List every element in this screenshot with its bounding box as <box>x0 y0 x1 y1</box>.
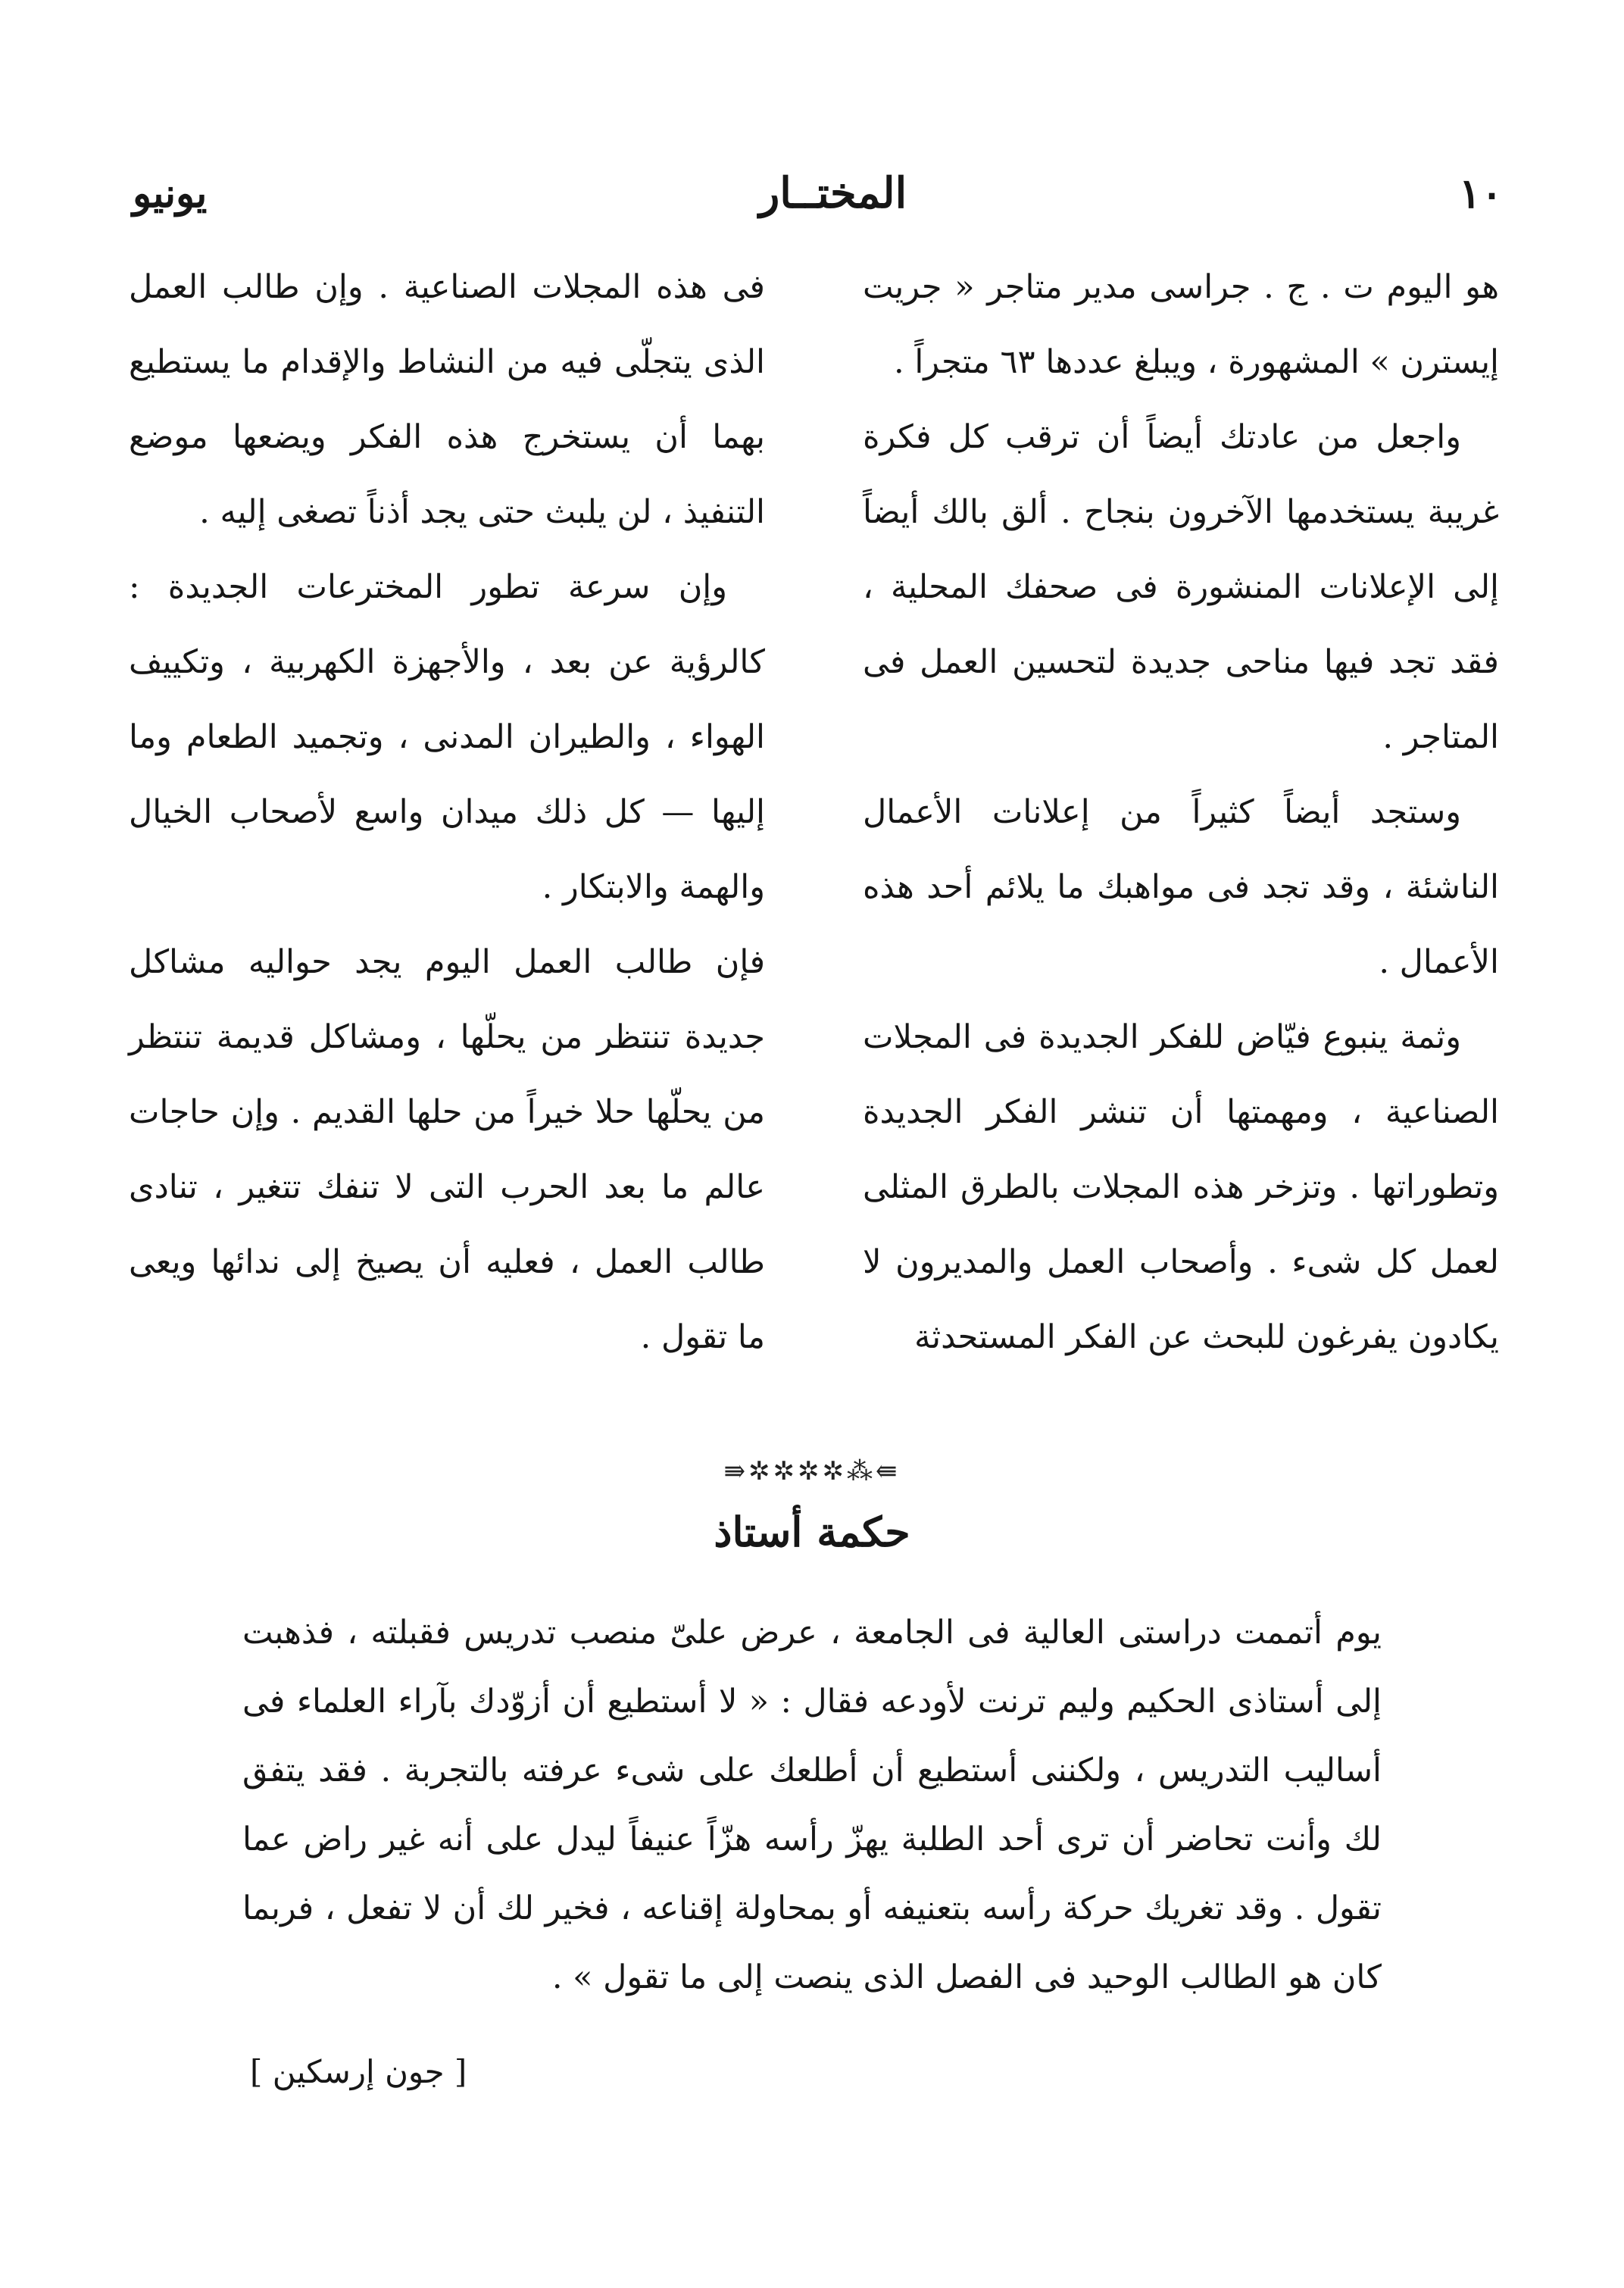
magazine-title: المختــار <box>759 168 907 218</box>
ornament-divider: ⇚⁂✲✲✲✲⇛ <box>723 1456 901 1486</box>
story-block <box>242 1599 1382 2012</box>
section-title: حكمة أستاذ <box>714 1508 910 1556</box>
issue-month: يونيو <box>133 170 208 217</box>
paragraph: فى هذه المجلات الصناعية . وإن طالب العمل الذى يتجلّى فيه من النشاط والإقدام ما يستطيع بهما أن يستخرج هذه الفكر ويضعها موضع التنفيذ ، لن يلبث حتى يجد أذناً تصغى إليه . <box>129 268 765 531</box>
paragraph: واجعل من عادتك أيضاً أن ترقب كل فكرة غريبة يستخدمها الآخرون بنجاح . ألق بالك أيضاً إلى الإعلانات المنشورة فى صحفك المحلية ، فقد تجد فيها مناحى جديدة لتحسين العمل فى المتاجر . <box>863 418 1499 756</box>
page-header <box>133 163 1503 223</box>
paragraph: وثمة ينبوع فيّاض للفكر الجديدة فى المجلات الصناعية ، ومهمتها أن تنشر الفكر الجديدة وتطوراتها . وتزخر هذه المجلات بالطرق المثلى لعمل كل شىء . وأصحاب العمل والمديرون لا يكادون يفرغون للبحث عن الفكر المستحدثة <box>863 1018 1499 1356</box>
paragraph: وإن سرعة تطور المخترعات الجديدة : كالرؤية عن بعد ، والأجهزة الكهربية ، وتكييف الهواء ، والطيران المدنى ، وتجميد الطعام وما إليها — كل ذلك ميدان واسع لأصحاب الخيال والهمة والابتكار . <box>129 568 765 906</box>
right-column <box>863 250 1499 1432</box>
paragraph: هو اليوم ت . ج . جراسى مدير متاجر « جريت إيسترن » المشهورة ، ويبلغ عددها ٦٣ متجراً . <box>863 268 1499 381</box>
paragraph: وستجد أيضاً كثيراً من إعلانات الأعمال الناشئة ، وقد تجد فى مواهبك ما يلائم أحد هذه الأعمال . <box>863 793 1499 981</box>
page-number: ١٠ <box>1458 169 1503 217</box>
left-column <box>129 250 765 1432</box>
author-attribution: [ جون إرسكين ] <box>250 2053 467 2090</box>
story-text: يوم أتممت دراستى العالية فى الجامعة ، عرض علىّ منصب تدريس فقبلته ، فذهبت إلى أستاذى الحكيم وليم ترنت لأودعه فقال : « لا أستطيع أن أزوّدك بآراء العلماء فى أساليب التدريس ، ولكننى أستطيع أن أطلعك على شىء عرفته بالتجربة . فقد يتفق لك وأنت تحاضر أن ترى أحد الطلبة يهزّ رأسه هزّاً عنيفاً ليدل على أنه غير راض عما تقول . وقد تغريك حركة رأسه بتعنيفه أو بمحاولة إقناعه ، فخير لك أن لا تفعل ، فربما كان هو الطالب الوحيد فى الفصل الذى ينصت إلى ما تقول » . <box>242 1614 1382 1996</box>
two-column-body <box>129 250 1499 1432</box>
paragraph: فإن طالب العمل اليوم يجد حواليه مشاكل جديدة تنتظر من يحلّها ، ومشاكل قديمة تنتظر من يحلّها حلا خيراً من حلها القديم . وإن حاجات عالم ما بعد الحرب التى لا تنفك تتغير ، تنادى طالب العمل ، فعليه أن يصيخ إلى ندائها ويعى ما تقول . <box>129 943 765 1356</box>
